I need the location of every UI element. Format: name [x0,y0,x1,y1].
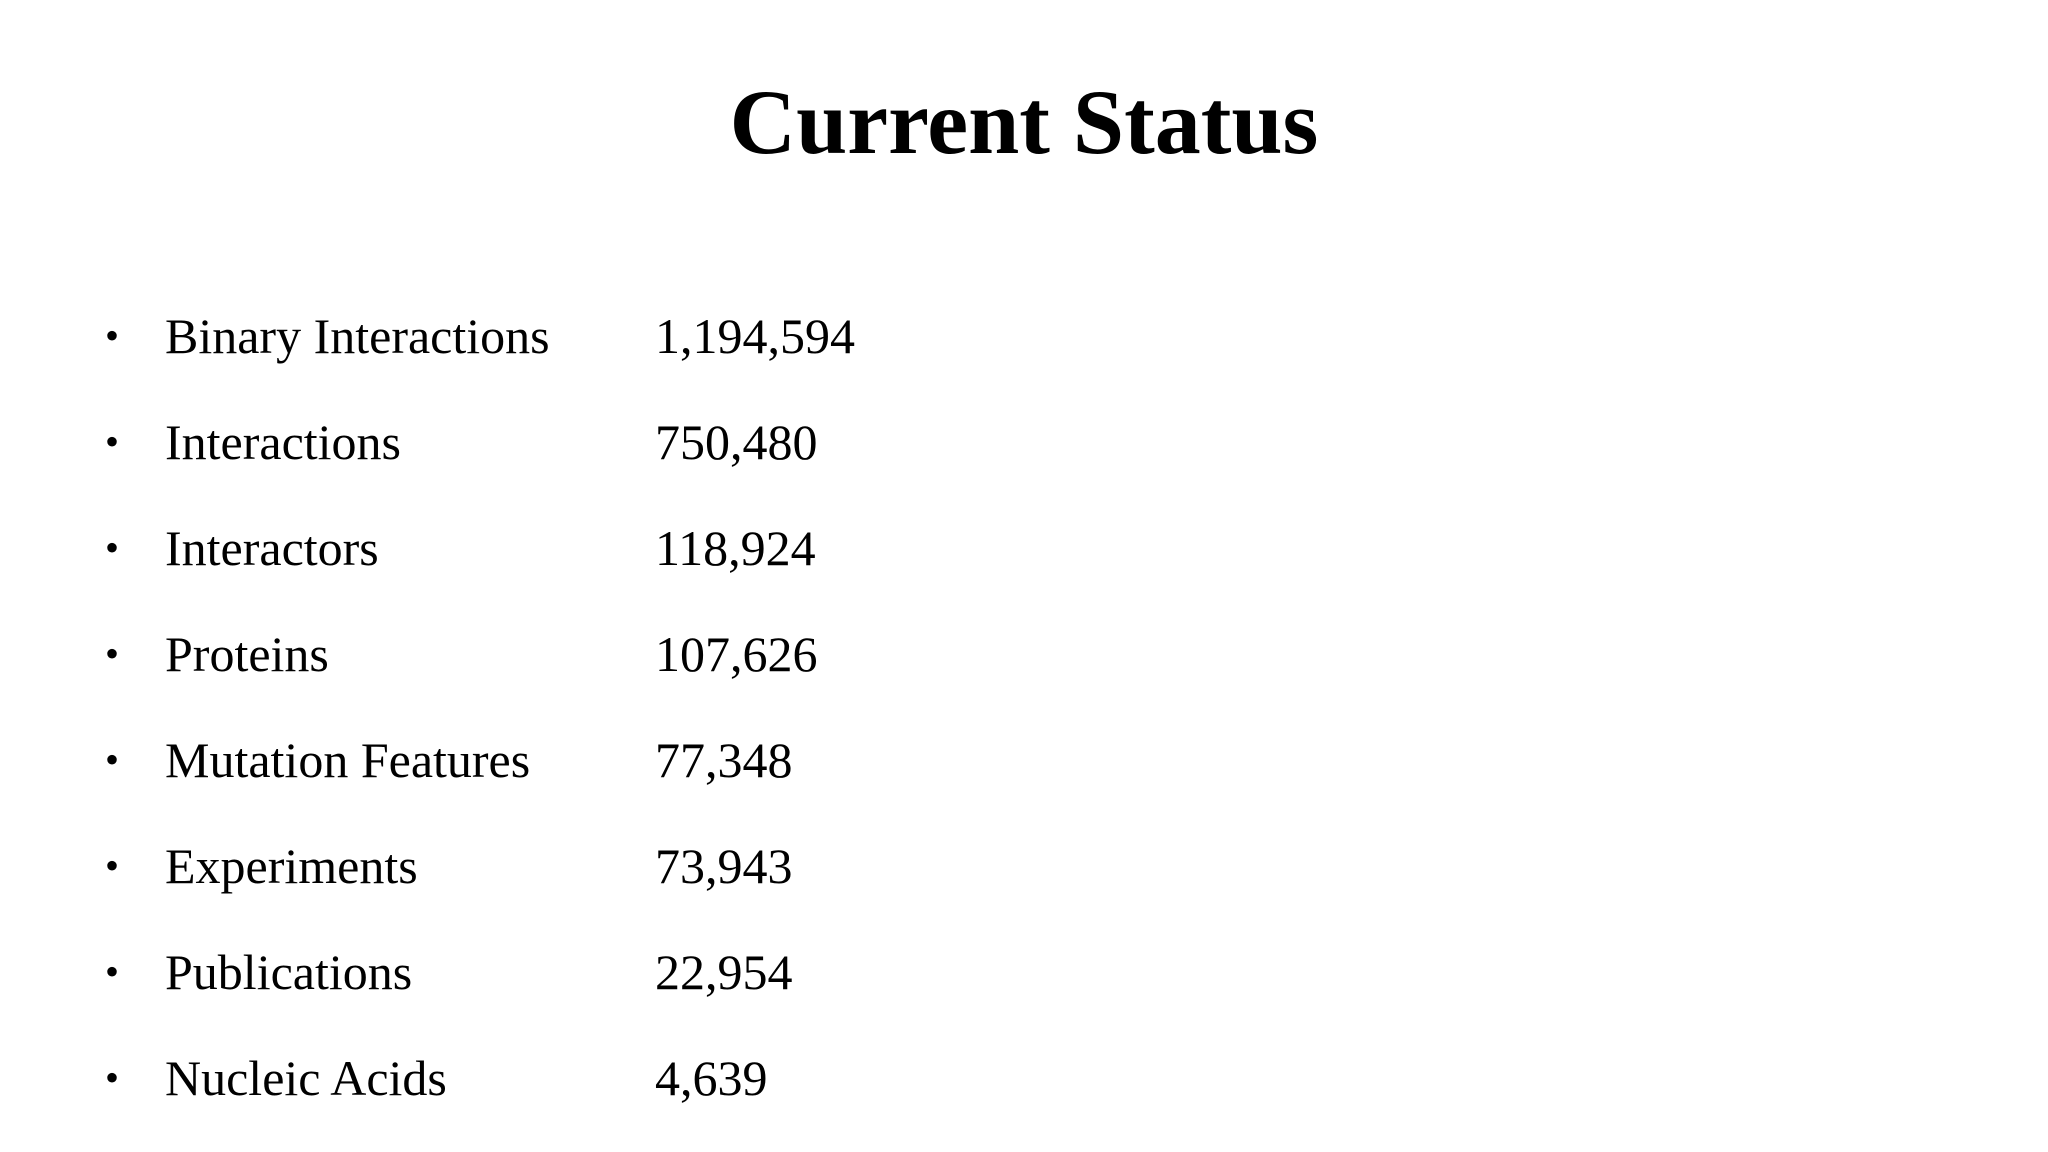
bullet-icon: • [105,525,120,570]
stat-label: Experiments [165,838,418,894]
stat-label: Binary Interactions [165,308,550,364]
bullet-icon: • [105,1055,120,1100]
stat-row-nucleic-acids [105,1025,855,1131]
stat-label: Publications [165,944,413,1000]
stat-row-publications [105,919,855,1025]
bullet-icon: • [105,313,120,358]
stat-value: 118,924 [655,520,816,576]
stat-value: 107,626 [655,626,818,682]
stat-value: 1,194,594 [655,308,855,364]
stat-label: Interactors [165,520,379,576]
stat-row-experiments [105,813,855,919]
stat-row-binary-interactions [105,283,855,389]
stat-label: Proteins [165,626,329,682]
stat-label: Mutation Features [165,732,531,788]
bullet-icon: • [105,631,120,676]
slide-title: Current Status [729,71,1319,173]
stat-label: Nucleic Acids [165,1050,447,1106]
bullet-icon: • [105,843,120,888]
stat-row-interactions [105,389,855,495]
stat-row-interactors [105,495,855,601]
bullet-icon: • [105,419,120,464]
stat-value: 77,348 [655,732,793,788]
bullet-icon: • [105,737,120,782]
stat-value: 750,480 [655,414,818,470]
stat-row-mutation-features [105,707,855,813]
bullet-icon: • [105,949,120,994]
stat-row-proteins [105,601,855,707]
stat-value: 4,639 [655,1050,768,1106]
stats-list [105,283,855,1131]
stat-value: 22,954 [655,944,793,1000]
stat-value: 73,943 [655,838,793,894]
stat-label: Interactions [165,414,402,470]
